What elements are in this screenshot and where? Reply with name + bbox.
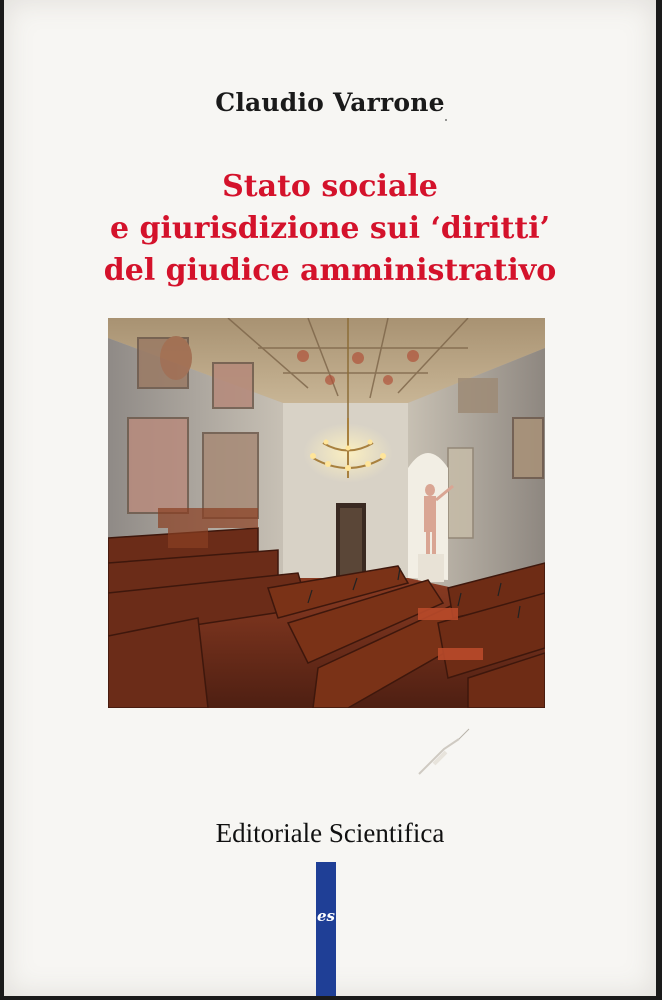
- logo-lettering: es: [317, 907, 335, 925]
- title-line-3: del giudice amministrativo: [103, 253, 557, 288]
- book-title: [4, 166, 656, 292]
- cover-scratch-mark: [414, 724, 474, 784]
- speck: [445, 119, 447, 121]
- title-line-1: Stato sociale: [222, 169, 438, 204]
- author-name: Claudio Varrone: [215, 88, 445, 117]
- book-cover: [4, 0, 656, 996]
- cover-photo-council-chamber: [108, 318, 545, 708]
- publisher-name: Editoriale Scientifica: [215, 818, 445, 848]
- title-line-2: e giurisdizione sui ‘diritti’: [109, 211, 551, 246]
- publisher-logo: [316, 862, 336, 996]
- chamber-illustration: [108, 318, 545, 708]
